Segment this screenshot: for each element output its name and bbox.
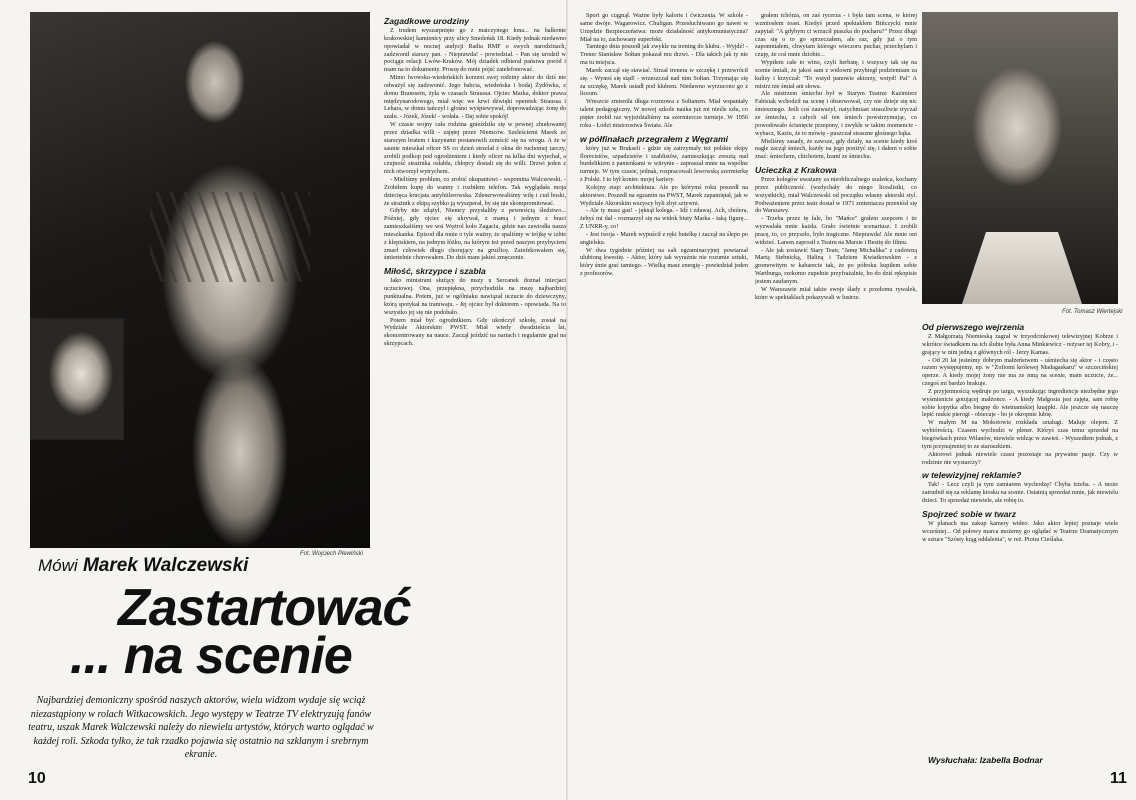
paragraph: który już w Brukseli - gdzie się zatrzymały też polskie ekipy florecistów, szpadzistów i szablistów, zamieszkując zresztą nad burdelikiem z panienkami w witrynie - zapraszał mnie na wspólne turnieje. W tym czasie, jednak, rozpracowali lewowską szermierkę z Polski. I to był koniec mojej kariery. <box>580 144 748 184</box>
headline-line-1: Zastartować <box>118 579 411 637</box>
paragraph: Marek zaczął się stawiać. Strzał trenera w szczękę i przewrócił się. - Wynoś się stąd! - wrzeszczał nad nim Sołtan. Trzymając się za szczękę, Marek usiadł pod klubem. Niedawno wyrzucono go z liceum. <box>580 66 748 98</box>
paragraph: Aktorowi jednak niewiele czasu pozostaje na prywatne pasje. Czy w rodzinie nie wystarczy? <box>922 450 1118 466</box>
paragraph: Z trudem wyszarpnięto go z matczynego łona... na balkonie krakowskiej kamienicy przy ulicy Smoleńsk 18. Kiedy jednak niedawno opowiadał w nocnej audycji Radia RMF o swych narodzinach, zadzwonił starszy pan. - Nieprawda! - powiedział. - Pan się urodził w pociągu relacji Lwów-Kraków. Mój dziadek odbierał państwa poród i mam na to dokumenty. Proszę do mnie pójść zatelefonować. <box>384 27 566 74</box>
headline-line-2: ... na scenie <box>70 627 352 685</box>
text-column-4 <box>755 12 917 787</box>
paragraph: - Ale ty masz gaz! - jęknął kolega. - Idź i zdawaj. Ach, cholera, żebyś mi dał - rozmarzył się na widok biuty Marka - taką figurę... Z UNRR-y, co! <box>580 207 748 231</box>
paragraph: grałem tchórza, on zaś rycerza - i była tam scena, w której wzmiosłem toast. Kiedyś przed spektaklem Bińczycki mnie zapytał: "A gdybym ci wrzucił ptaszka do pucharu?" Przez długi czas się o to go sprzeczałem, ale raz, gdy już o tym zapomniałem, chwytam którego wieczoru puchar, przechylam i czuję, że coś mnie dziobie... <box>755 12 917 59</box>
collar-detail <box>962 232 1082 304</box>
paragraph: Mieliśmy zasady, że zawsze, gdy działy, na scenie kiedy ktoś nagle zaczął śmiech, każdy na jego poniżyć się, i dałem o sobie znać: śmiechem, chichotem, łzami ze śmiechu. <box>755 137 917 161</box>
kicker-name: Marek Walczewski <box>82 555 249 576</box>
author-signoff: Wysłuchała: Izabella Bodnar <box>928 755 1043 765</box>
paragraph: - Mieliśmy problem, co zrobić okupantowi - wspomina Walczewski. - Zrobiłem kupę do wanny i rozbiłem telefon. Tak wyglądała moja dziecięca krucjata antyhitlerowska. Zdenerwowaliśmy wilę i cud boski, że strażnik z ekipą szybko ją wyszperał, by się nie skompromitować. <box>384 176 566 207</box>
text-column-1 <box>384 12 566 787</box>
text-column-5 <box>922 318 1118 748</box>
subheading: Spojrzeć sobie w twarz <box>922 508 1017 519</box>
photo-credit-right: Fot. Tomasz Wiertejski <box>1062 309 1123 315</box>
subheading: Ucieczka z Krakowa <box>755 165 837 176</box>
paragraph: Wypiłem całe to wino, czyli herbatę, i wszyscy tak się na scenie śmiali, że jakoś sam z widowni przybiegł podziemiam za kulisy i krzyczał: "To wstyd panowie aktorzy, wstyd! Pal" A mistrz nie śmiał ani słowa. <box>755 59 917 90</box>
paragraph: W Warszawie miał także swoje ślady z przełomu rywalek, które w spektaklach pokazywali w lustrze. <box>755 285 917 301</box>
paragraph: Z przyjemnością wędruje po targu, wyszukując ingrediencje niezbędne jego wyśmienicie gotującej małżonce. - A kiedy Małgosia jest zajęta, sam robię sobie kopytka albo biegnę do wietnamskiej knajpki. Ale jeszcze się nauczę lepić ruskie pierogi - obiecuje - bo je okropnie lubię. <box>922 387 1118 419</box>
inset-photo <box>30 318 124 440</box>
paragraph: Przez kolegów uważany za nieobliczalnego szaleńca, kochany przez publiczność (wzdychały do niego licealistki, co wszystkich), miał Walczewski od początku własny aktorski styl. Podważeniem przez teatr dostał w 1971 zmieniacza przeniósł się do Warszawy. <box>755 176 917 215</box>
paragraph: Tak! - Lecz czyli ja tym zamiarem wychodzę? Chyba trzeba. - A może zatrudnił się za reklamę kiosku na scenie. Ostatnią sprzedaż mnie, jak niewielu dzieci. To sprzedaż niewiele, ale robię to. <box>922 481 1118 505</box>
paragraph: Wreszcie zmieniła długa rozmowa z Sołtanem. Miał wspaniały talent pedagogiczny. W nowej szkole nauka już mi nieźle szła, co pięter zrobił raz wyjeżdżaliśmy na szermiercze turnieje. W 1956 roku - Łodzi mistrzostwa Świata. Ale <box>580 98 748 129</box>
paragraph: Gdyby nie zdążył, Niemcy przysłaliby z pewnością śledztwo... Później, gdy ojciec się ukrywał, z mamą i jednym z braci zamieszkaliśmy we wsi Wężrol koło Zagacia, gdzie nas zawiodła nasza mieszkanka. Epizod dla mnie o tyle ważny, że spaliśmy w trójkę w izbie z klepiskiem, na jednym łóżku, na którym też przed naszym przybyciem zmarł człowiek długo chorujący na gruźlicę. Zainfekowałem się, śmiertelnie chorowałem. Do dziś mam jakieś zmęczenie. <box>384 207 566 262</box>
photo-credit-left: Fot. Wojciech Plewiński <box>300 551 364 557</box>
paragraph: W małym M na Mokotowie rozkłada sztalugi. Maluje olejem. Z wybiórością. Czasem wychodzi w plener. Któryś czas temu sprzedał na biegówkach przez Wilanów, niewiele widząc w zawieś. - Wyszedłem jednak, z tym przynajmniej to ze staruszkiem. <box>922 419 1118 450</box>
paragraph: W dwa tygodnie później na sali egzaminacyjnej powtarzał ulubioną kwestię. - Aktor, który tak wyraźnie nie rozumie sztuki, który śmie grać tamtego. - Wielką masz energię - powiedział jeden z profesorów. <box>580 246 748 278</box>
paragraph: Potem miał być ogrodnikiem. Gdy ukończył szkołę, został na Wydziale Aktorskim PWST. Miał wtedy dwadzieścia lat, skoncentrowany na nauce. Zaczął jeździć na nartach i regularnie grał na skrzypcach. <box>384 316 566 348</box>
kicker-pre: Mówi <box>38 556 78 575</box>
page-number-left: 10 <box>28 770 46 787</box>
paragraph: Kolejny etap: architektura. Ale po którymś roku poszedł na aktorstwo. Poszedł na egzamin na PWST, Marek zapamiętał, jak w Wydziale Aktorskim wszyscy byli zbyt sztywni. <box>580 183 748 207</box>
article-kicker <box>38 555 248 577</box>
page-number-right: 11 <box>1110 770 1127 787</box>
subheading: w telewizyjnej reklamie? <box>922 470 1022 481</box>
subheading: Zagadkowe urodziny <box>384 16 469 26</box>
text-column-3 <box>580 12 748 787</box>
portrait-photo <box>922 12 1118 304</box>
paragraph: - Trzeba przez tę fale, bo "Mańce" grałem szepcem i że wyzwalała mnie każda. Grało świetnie scenariusz. I zrobili pracę, to, co przyszło, było tragiczne. Nieprawda! Ale mnie oni widzieć. Larsen zaprosił z Teatru na Marsie i Bestię do filmu. <box>755 215 917 246</box>
paragraph: - Od 20 lat jesteśmy dobrym małżeństwem - uśmiecha się aktor - i często razem występujemy, np. w "Zofiomi królewej Madagaskaru" w szczecińskiej operze. A kiedy mojej żony nie ma ze mną na scenie, mam uczucie, że... czegoś mi bardzo brakuje. <box>922 356 1118 388</box>
paragraph: - Jest twoja - Marek wypuścił z ręki butelkę i zaczął na ślepo po angielsku. <box>580 230 748 246</box>
paragraph: - Ale jak zostawić Stary Teatr, "Jamę Michalika" z cudowną Martą Stebnicką, Haliną i Tadziem Kwiatkowskim - z gromowitym w kabarecie tak, że po półroku kupiłem sobie Wartburga, rzekomo zupełnie przyfrażalnie, bo do dziś rękopisie jestem zaufanym. <box>755 246 917 285</box>
main-photo <box>30 12 370 548</box>
paragraph: Sport go ciągnął. Ważne były kalorie i ćwiczenia. W szkole - same dwóje. Wagarowicz. Chuligan. Przesłuchiwano go nawet w Urzędzie Bezpieczeństwa: może działalność antykomunistyczna? Miał na to, zachowany superfekt. <box>580 12 748 43</box>
article-lead: Najbardziej demoniczny spośród naszych aktorów, wielu widzom wydaje się wciąż niezastąpiony w rolach Witkacowskich. Jego występy w Teatrze TV elektryzują fanów teatru, uszak Marek Walczewski należy do niewielu artystów, których warto oglądać w każdej roli. Szkoda tylko, że tak rzadko pojawia się ostatnio na szklanym i srebrnym ekranie. <box>28 695 374 760</box>
rope-detail <box>150 192 310 282</box>
paragraph: Tamtego dnia poszedł jak zwykle na trening do klubu. - Wyjdź! - Trener Stanisław Sołtan pokazał mu drzwi. - Dla takich jak ty nie ma tu miejsca. <box>580 43 748 67</box>
paragraph: Z Małgorzatą Niemieską zagrał w trzyodcinkowej telewizyjnej Kobrze i wkrótce świadkiem na ich ślubie była Anna Minkiewicz - reżyser tej Kobry, i - grający w nim jedną z głównych ról - Jerzy Kamas. <box>922 333 1118 356</box>
paragraph: Jako ministrant służący do mszy u Sercanek doznał iniecjaci uczuciowej. Ona, przepiękna, przychodziła na mszę najbardziej punktualna. Potem, już w ogólniaku nawiązał uczucie do dziewczyny, którą spotykał na tramwaju. - Jej ojciec był doktorem - opowiada. Na to wszystko jej się nie podobało. <box>384 277 566 316</box>
paragraph: Ale mistrzem śmiechu był w Starym Teatrze Kazimierz Fabisiak wchodził na scenę i obserwował, czy nie dzieje się nic śmiesznego. Jeśli coś zauważył, natychmiast straszliwie tryczał ze śmiechu, z całych sił ten śmiech powstrzymując, co powodowało ścisnięcie przepony, i zwykle w takim momencie - wybacz, Kaziu, że to mówię - puszczał straszne głośnego bąka. <box>755 90 917 137</box>
paragraph: W planach ma zakup kamery wideo. Jako aktor lepiej poznaje wiele wcześniej... Od połowy marca możemy go oglądać w Teatrze Dramatycznym w sztuce "Szósty krąg oddalenia", w reż. Piotra Cieślaka. <box>922 519 1118 543</box>
paragraph: W czasie wojny cała rodzina gnieździła się w pewnej zbudowanej przez dziadka willi - zajętej przez Niemców. Szeleściemi Marek ze starszym bratem i kuzynami postanowili zemścić się na wrogu. A że w saunie mieszkał oficer SS co dzień strzelał z okna do ruchomej tarczy, zrobili podkop pod ogrodzeniem i kiedy oficer na kilka dni wyjechał, a czujność strażnika osłabła, chłopcy dostali się do willi. Drzwi jeden z nich otworzył wytrychem. <box>384 121 566 176</box>
subheading: w półfinałach przegrałem z Węgrami <box>580 133 729 144</box>
subheading: Od pierwszego wejrzenia <box>922 322 1025 332</box>
paragraph: Mimo lwowsko-wiedeńskich korzeni swej rodziny aktor do dziś nie odważył się zadzwonić. Jego babcia, wiedeńska i bodaj Żydówka, z domu Branssein, żyła w czasach Straussa. Ojciec Marka, doktor prawa międzynarodowego, miał więc we krwi dźwięki operetek Straussa i Lehara, w domu tańczył i głośno wyśpiewywał, doprowadzając żonę do szału. - Józek, Józek! - wołała. - Daj sobie spokój! <box>384 74 566 121</box>
subheading: Miłość, skrzypce i szabla <box>384 266 486 277</box>
